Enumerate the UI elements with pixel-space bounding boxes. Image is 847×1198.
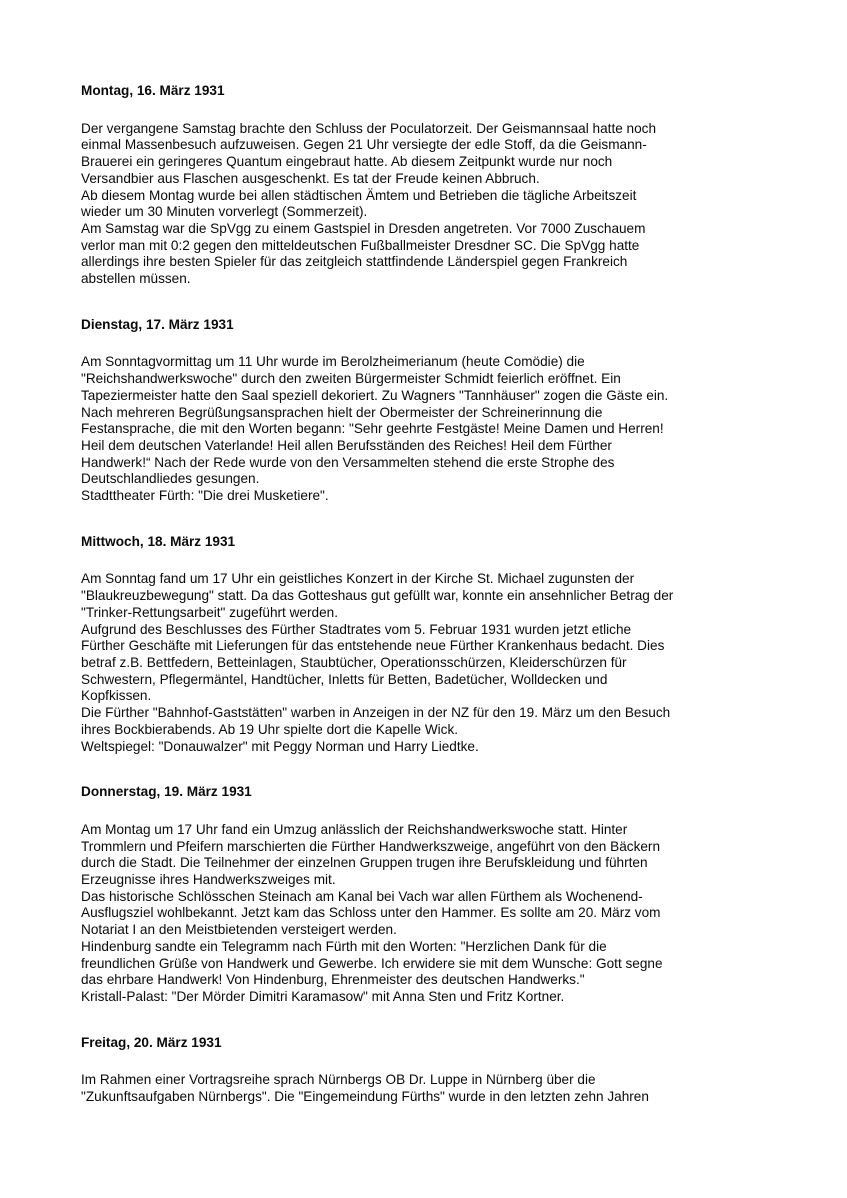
day-heading: Freitag, 20. März 1931 — [81, 1034, 222, 1050]
text-line: abstellen müssen. — [81, 271, 191, 287]
text-line: Stadttheater Fürth: "Die drei Musketiere". — [81, 488, 329, 504]
text-line: Ab diesem Montag wurde bei allen städtischen Ämtem und Betrieben die tägliche Arbeitszeit — [81, 187, 637, 203]
document-content — [81, 83, 791, 1135]
text-line: Nach mehreren Begrüßungsansprachen hielt der Obermeister der Schreinerinnung die — [81, 404, 603, 420]
text-line: Brauerei ein geringeres Quantum eingebraut hatte. Ab diesem Zeitpunkt wurde nur noch — [81, 154, 613, 170]
text-line: Im Rahmen einer Vortragsreihe sprach Nürnbergs OB Dr. Luppe in Nürnberg über die — [81, 1072, 596, 1088]
chronicle-section — [81, 317, 791, 505]
text-line: Am Samstag war die SpVgg zu einem Gastspiel in Dresden angetreten. Vor 7000 Zuschauem — [81, 220, 646, 236]
text-line: Heil dem deutschen Vaterlande! Heil allen Berufsständen des Reiches! Heil dem Fürther — [81, 437, 612, 453]
text-line: durch die Stadt. Die Teilnehmer der einzelnen Gruppen trugen ihre Berufskleidung und führten — [81, 855, 648, 871]
text-line: Versandbier aus Flaschen ausgeschenkt. Es tat der Freude keinen Abbruch. — [81, 170, 540, 186]
text-line: Festansprache, die mit den Worten begann: "Sehr geehrte Festgäste! Meine Damen und Herren! — [81, 421, 664, 437]
text-line: "Blaukreuzbewegung" statt. Da das Gotteshaus gut gefüllt war, konnte ein ansehnlicher Betrag der — [81, 588, 674, 604]
chronicle-section — [81, 534, 791, 755]
text-line: Aufgrund des Beschlusses des Fürther Stadtrates vom 5. Februar 1931 wurden jetzt etliche — [81, 621, 632, 637]
day-heading: Dienstag, 17. März 1931 — [81, 316, 234, 332]
text-line: Tapeziermeister hatte den Saal speziell dekoriert. Zu Wagners "Tannhäuser" zogen die Gäste ein. — [81, 387, 669, 403]
day-heading: Montag, 16. März 1931 — [81, 83, 225, 98]
text-line: Kristall-Palast: "Der Mörder Dimitri Karamasow" mit Anna Sten und Fritz Kortner. — [81, 988, 565, 1004]
text-line: "Trinker-Rettungsarbeit" zugeführt werden. — [81, 604, 338, 620]
day-entry — [81, 121, 791, 288]
text-line: verlor man mit 0:2 gegen den mitteldeutschen Fußballmeister Dresdner SC. Die SpVgg hatte — [81, 237, 640, 253]
text-line: Hindenburg sandte ein Telegramm nach Fürth mit den Worten: "Herzlichen Dank für die — [81, 938, 607, 954]
text-line: Handwerk!“ Nach der Rede wurde von den Versammelten stehend die erste Strophe des — [81, 454, 615, 470]
text-line: Der vergangene Samstag brachte den Schluss der Poculatorzeit. Der Geismannsaal hatte noch — [81, 120, 657, 136]
text-line: Trommlern und Pfeifern marschierten die Fürther Handwerkszweige, angeführt von den Bäckern — [81, 838, 661, 854]
day-entry — [81, 822, 791, 1006]
text-line: freundlichen Grüße von Handwerk und Gewerbe. Ich erwidere sie mit dem Wunsche: Gott segne — [81, 955, 663, 971]
text-line: das ehrbare Handwerk! Von Hindenburg, Ehrenmeister des deutschen Handwerks." — [81, 972, 585, 988]
text-line: Kopfkissen. — [81, 688, 152, 704]
text-line: "Zukunftsaufgaben Nürnbergs". Die "Eingemeindung Fürths" wurde in den letzten zehn Jahren — [81, 1089, 649, 1105]
text-line: Erzeugnisse ihres Handwerkszweiges mit. — [81, 872, 336, 888]
text-line: Am Montag um 17 Uhr fand ein Umzug anlässlich der Reichshandwerkswoche statt. Hinter — [81, 821, 628, 837]
text-line: "Reichshandwerkswoche" durch den zweiten Bürgermeister Schmidt feierlich eröffnet. Ein — [81, 371, 621, 387]
text-line: Die Fürther "Bahnhof-Gaststätten" warben in Anzeigen in der NZ für den 19. März um den Besuch — [81, 705, 671, 721]
text-line: Am Sonntag fand um 17 Uhr ein geistliches Konzert in der Kirche St. Michael zugunsten der — [81, 571, 635, 587]
day-entry — [81, 354, 791, 504]
text-line: Das historische Schlösschen Steinach am Kanal bei Vach war allen Fürthem als Wochenend- — [81, 888, 643, 904]
text-line: einmal Massenbesuch aufzuweisen. Gegen 21 Uhr versiegte der edle Stoff, da die Geismann- — [81, 137, 647, 153]
text-line: Ausflugsziel wohlbekannt. Jetzt kam das Schloss unter den Hammer. Es sollte am 20. März vom — [81, 905, 661, 921]
text-line: allerdings ihre besten Spieler für das zeitgleich stattfindende Länderspiel gegen Frankreich — [81, 254, 628, 270]
text-line: ihres Bockbierabends. Ab 19 Uhr spielte dort die Kapelle Wick. — [81, 721, 459, 737]
text-line: Am Sonntagvormittag um 11 Uhr wurde im Berolzheimerianum (heute Comödie) die — [81, 354, 585, 370]
text-line: Fürther Geschäfte mit Lieferungen für das entstehende neue Fürther Krankenhaus bedacht. Dies — [81, 638, 665, 654]
chronicle-section — [81, 784, 791, 1005]
day-entry — [81, 1072, 791, 1105]
day-heading: Mittwoch, 18. März 1931 — [81, 533, 236, 549]
text-line: Schwestern, Pflegermäntel, Handtücher, Inletts für Betten, Badetücher, Wolldecken und — [81, 671, 608, 687]
text-line: Deutschlandliedes gesungen. — [81, 471, 260, 487]
text-line: Weltspiegel: "Donauwalzer" mit Peggy Norman und Harry Liedtke. — [81, 738, 479, 754]
text-line: wieder um 30 Minuten vorverlegt (Sommerzeit). — [81, 204, 368, 220]
text-line: betraf z.B. Bettfedern, Betteinlagen, Staubtücher, Operationsschürzen, Kleiderschürzen für — [81, 654, 627, 670]
text-line: Notariat I an den Meistbietenden versteigert werden. — [81, 922, 397, 938]
day-heading: Donnerstag, 19. März 1931 — [81, 784, 252, 800]
chronicle-section — [81, 83, 791, 288]
day-entry — [81, 571, 791, 755]
chronicle-section — [81, 1035, 791, 1106]
